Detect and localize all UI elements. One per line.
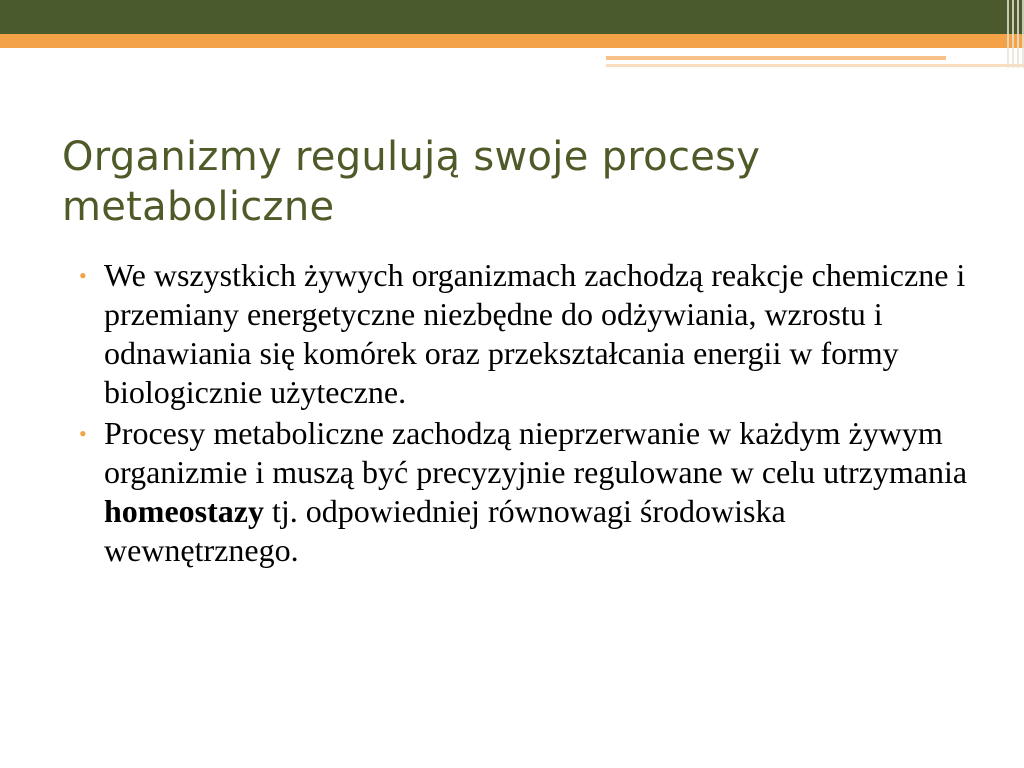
top-band-thin-line-secondary bbox=[606, 64, 1024, 67]
bullet-item bbox=[76, 256, 976, 412]
top-band-thin-line bbox=[606, 56, 946, 60]
bullet-dot-icon: • bbox=[79, 421, 87, 446]
bullet-text: We wszystkich żywych organizmach zachodzą reakcje chemiczne i przemiany energetyczne niezbędne do odżywiania, wzrostu i odnawiania się komórek oraz przekształcania energii w formy biologicznie użyteczne. bbox=[104, 257, 966, 410]
slide-title: Organizmy regulują swoje procesy metaboliczne bbox=[62, 134, 761, 230]
top-band-orange bbox=[0, 34, 1024, 48]
stripe bbox=[1017, 0, 1019, 68]
stripe bbox=[1007, 0, 1009, 68]
bullet-text-before: Procesy metaboliczne zachodzą nieprzerwanie w każdym żywym organizmie i muszą być precyzyjnie regulowane w celu utrzymania bbox=[104, 415, 968, 490]
corner-stripes bbox=[992, 0, 1024, 68]
bullet-text bbox=[104, 415, 967, 568]
stripe bbox=[1012, 0, 1014, 68]
bullet-item bbox=[76, 414, 976, 570]
bullet-text-after: tj. odpowiedniej równowagi środowiska wewnętrznego. bbox=[104, 493, 786, 568]
top-band-dark bbox=[0, 0, 1024, 34]
bullet-dot-icon: • bbox=[79, 263, 87, 288]
bold-term: homeostazy bbox=[104, 493, 264, 529]
bullet-list bbox=[76, 256, 976, 572]
